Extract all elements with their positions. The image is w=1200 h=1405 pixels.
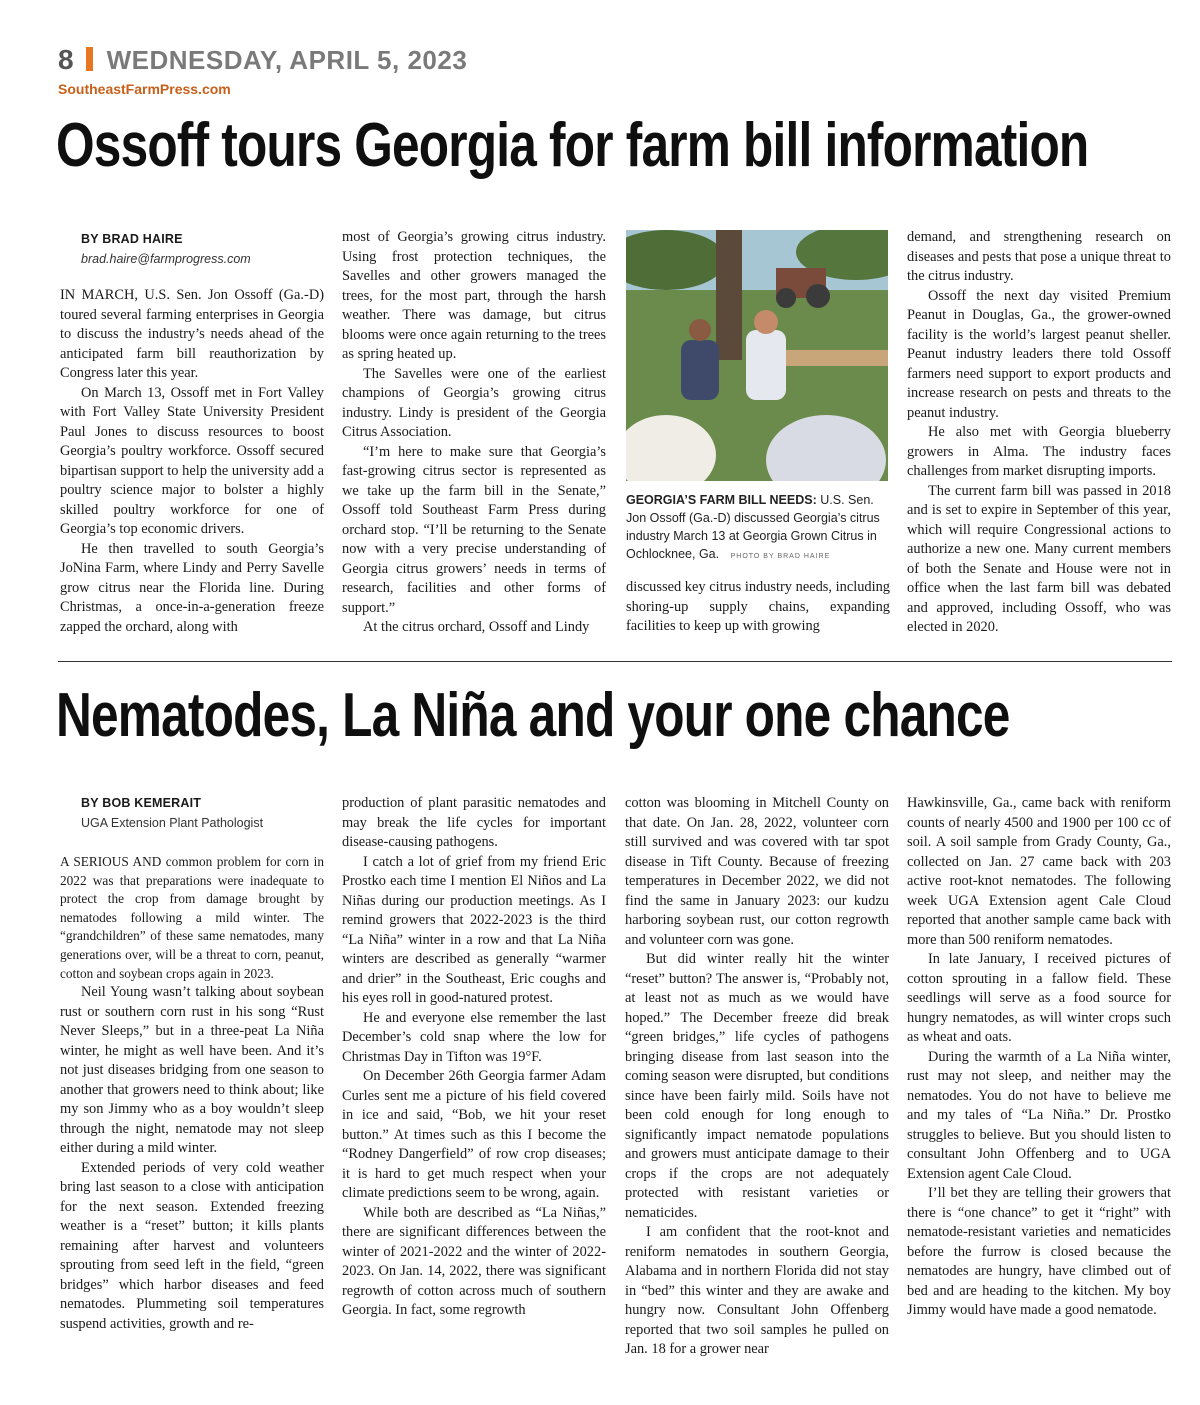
paragraph: Neil Young wasn’t talking about soybean rust or southern corn rust in his song “Rust Never Sleeps,” but in a three-peat La Niña winter, he might as well have been. And it’s not just diseases bridging from one season to another that growers need to think about; like my son Jimmy who as a boy wouldn’t sleep through the night, nematode may not sleep either during a mild winter. xyxy=(60,984,324,1157)
paragraph: I catch a lot of grief from my friend Eric Prostko each time I mention El Niños and La Niñas during our production meetings. As I remind growers that 2022-2023 is the third “La Niña” winter in a row and that La Niña winters are described as generally “warmer and drier” in the Southeast, Eric coughs and his eyes roll in good-natured protest. xyxy=(342,853,606,1006)
article1-author-email[interactable]: brad.haire@farmprogress.com xyxy=(81,251,251,266)
article2-column-1 xyxy=(60,794,324,1334)
paragraph: In late January, I received pictures of cotton sprouting in a fallow field. These seedlings will serve as a food source for hungry nematodes, as will winter crops such as wheat and oats. xyxy=(907,951,1171,1045)
section-divider xyxy=(58,661,1172,662)
paragraph: IN MARCH, U.S. Sen. Jon Ossoff (Ga.-D) toured several farming enterprises in Georgia to discuss the industry’s needs ahead of the anticipated farm bill reauthorization by Congress later this year. xyxy=(60,287,324,381)
article1-photo-caption xyxy=(626,491,888,566)
article1-column-1 xyxy=(60,230,324,637)
paragraph: A SERIOUS AND common problem for corn in 2022 was that preparations were inadequate to protect the crop from damage brought by nematodes following a mild winter. The “grandchildren” of these same nematodes, many generations over, will be a threat to corn, peanut, cotton and soybean crops again in 2023. xyxy=(60,854,324,981)
paragraph: demand, and strengthening research on diseases and pests that pose a unique threat to the citrus industry. xyxy=(907,229,1171,284)
page-header xyxy=(58,44,467,76)
article2-column-4 xyxy=(907,794,1171,1321)
article1-byline: BY BRAD HAIRE xyxy=(81,232,183,246)
article1-column-3 xyxy=(626,578,890,637)
header-divider-bar xyxy=(86,47,93,71)
photo-credit: PHOTO BY BRAD HAIRE xyxy=(730,553,831,560)
paragraph: cotton was blooming in Mitchell County on that date. On Jan. 28, 2022, volunteer corn still survived and was covered with tar spot disease in Tift County. Because of freezing temperatures in December 2022, we did not find the same in January 2023: our kudzu harboring soybean rust, our cotton regrowth and volunteer corn was gone. xyxy=(625,795,889,948)
caption-text: U.S. Sen. Jon Ossoff (Ga.-D) discussed Georgia’s citrus industry March 13 at Georgia Grown Citrus in Ochlocknee, Ga. xyxy=(626,493,880,561)
caption-lead: GEORGIA’S FARM BILL NEEDS: xyxy=(626,493,817,507)
article1-column-2 xyxy=(342,228,606,638)
paragraph: He also met with Georgia blueberry growers in Alma. The industry faces challenges from market disrupting imports. xyxy=(907,424,1171,479)
photo-illustration xyxy=(626,230,888,481)
paragraph: I’ll bet they are telling their growers that there is “one chance” to get it “right” with nematode-resistant varieties and nematicides before the furrow is closed because the nematodes are hungry, have climbed out of bed and are heading to the kitchen. My boy Jimmy would have made a good nematode. xyxy=(907,1185,1171,1318)
paragraph: He then travelled to south Georgia’s JoNina Farm, where Lindy and Perry Savelle grow citrus near the Florida line. During Christmas, a once-in-a-generation freeze zapped the orchard, along with xyxy=(60,540,324,635)
article2-column-3 xyxy=(625,794,889,1360)
page-number: 8 xyxy=(58,44,74,75)
paragraph: Extended periods of very cold weather bring last season to a close with anticipation for the next season. Extended freezing weather is a “reset” button; it kills plants remaining after harvest and volunteers sprouting from seed left in the field, “green bridges” which harbor diseases and feed nematodes. Plummeting soil temperatures suspend activities, growth and re- xyxy=(60,1159,324,1332)
seated-person-left xyxy=(681,340,719,400)
article1-column-4 xyxy=(907,228,1171,638)
paragraph: He and everyone else remember the last December’s cold snap where the low for Christmas Day in Tifton was 19°F. xyxy=(342,1009,606,1065)
paragraph: Ossoff the next day visited Premium Peanut in Douglas, Ga., the grower-owned facility is the world’s largest peanut sheller. Peanut industry leaders there told Ossoff farmers need support to export products and increase research on pests and threats to the peanut industry. xyxy=(907,287,1171,421)
article2-headline: Nematodes, La Niña and your one chance xyxy=(56,681,1010,750)
paragraph: discussed key citrus industry needs, including shoring-up supply chains, expanding facilities to keep up with growing xyxy=(626,579,890,634)
site-url[interactable]: SoutheastFarmPress.com xyxy=(58,81,231,97)
paragraph: But did winter really hit the winter “reset” button? The answer is, “Probably not, at least not as much as we would have hoped.” The December freeze did break “green bridges,” life cycles of pathogens bringing disease from last season into the coming season were disrupted, but conditions since have been fairly mild. Soils have not been cold enough for long enough to significantly impact nematode populations and growers must anticipate damage to their crops if the crops are not adequately protected with resistant varieties or nematicides. xyxy=(625,951,889,1221)
paragraph: “I’m here to make sure that Georgia’s fast-growing citrus sector is represented as we take up the farm bill in the Senate,” Ossoff told Southeast Farm Press during orchard stop. “I’ll be returning to the Senate now with a very precise understanding of Georgia citrus growers’ needs in terms of research, facilities and other forms of support.” xyxy=(342,443,606,616)
article2-author-title: UGA Extension Plant Pathologist xyxy=(81,815,264,830)
article2-column-2 xyxy=(342,794,606,1321)
paragraph: At the citrus orchard, Ossoff and Lindy xyxy=(363,619,590,635)
tree-trunk xyxy=(716,230,742,360)
paragraph: Hawkinsville, Ga., came back with reniform counts of nearly 4500 and 1900 per 100 cc of soil. A soil sample from Grady County, Ga., collected on Jan. 27 came back with 203 active root-knot nematodes. The following week UGA Extension agent Cale Cloud reported that another sample came back with more than 500 reniform nematodes. xyxy=(907,795,1171,948)
article2-byline: BY BOB KEMERAIT xyxy=(81,796,202,810)
issue-date: WEDNESDAY, APRIL 5, 2023 xyxy=(106,45,468,75)
article1-photo xyxy=(626,230,888,481)
seated-person xyxy=(746,330,786,400)
paragraph: The current farm bill was passed in 2018 and is set to expire in September of this year, which will require Congressional actions to authorize a new one. Many current members of both the Senate and House were not in office when the last farm bill was debated and approved, including Ossoff, who was elected in 2020. xyxy=(907,482,1171,635)
paragraph: During the warmth of a La Niña winter, rust may not sleep, and neither may the nematodes. You do not have to believe me and my tales of “La Niña.” Dr. Prostko struggles to believe. But you should listen to consultant John Offenberg and to UGA Extension agent Cale Cloud. xyxy=(907,1048,1171,1182)
picnic-table xyxy=(786,350,888,366)
paragraph: The Savelles were one of the earliest champions of Georgia’s growing citrus industry. Lindy is president of the Georgia Citrus Association. xyxy=(342,365,606,440)
paragraph: While both are described as “La Niñas,” there are significant differences between the winter of 2021-2022 and the winter of 2022-2023. On Jan. 14, 2022, there was significant regrowth of cotton across much of southern Georgia. In fact, some regrowth xyxy=(342,1204,606,1318)
article1-headline: Ossoff tours Georgia for farm bill information xyxy=(56,111,1089,180)
paragraph: On December 26th Georgia farmer Adam Curles sent me a picture of his field covered in ice and said, “Bob, we hit your reset button.” At times such as this I become the “Rodney Dangerfield” of row crop diseases; it is hard to get much respect when your climate predictions seem to be wrong, again. xyxy=(342,1068,606,1201)
paragraph: most of Georgia’s growing citrus industry. Using frost protection techniques, the Savelles and other growers managed the trees, for the most part, through the harsh weather. There was damage, but citrus blooms were once again returning to the trees as spring heated up. xyxy=(342,229,606,362)
paragraph: On March 13, Ossoff met in Fort Valley with Fort Valley State University President Paul Jones to discuss resources to boost Georgia’s poultry workforce. Ossoff secured bipartisan support to help the university add a poultry science major to bolster a highly skilled poultry workforce for one of Georgia’s top economic drivers. xyxy=(60,384,324,537)
paragraph: I am confident that the root-knot and reniform nematodes in southern Georgia, Alabama and in northern Florida did not stay in “bed” this winter and they are awake and hungry now. Consultant John Offenberg reported that two soil samples he pulled on Jan. 18 for a grower near xyxy=(625,1224,889,1357)
paragraph: production of plant parasitic nematodes and may break the life cycles for important disease-causing pathogens. xyxy=(342,795,606,850)
